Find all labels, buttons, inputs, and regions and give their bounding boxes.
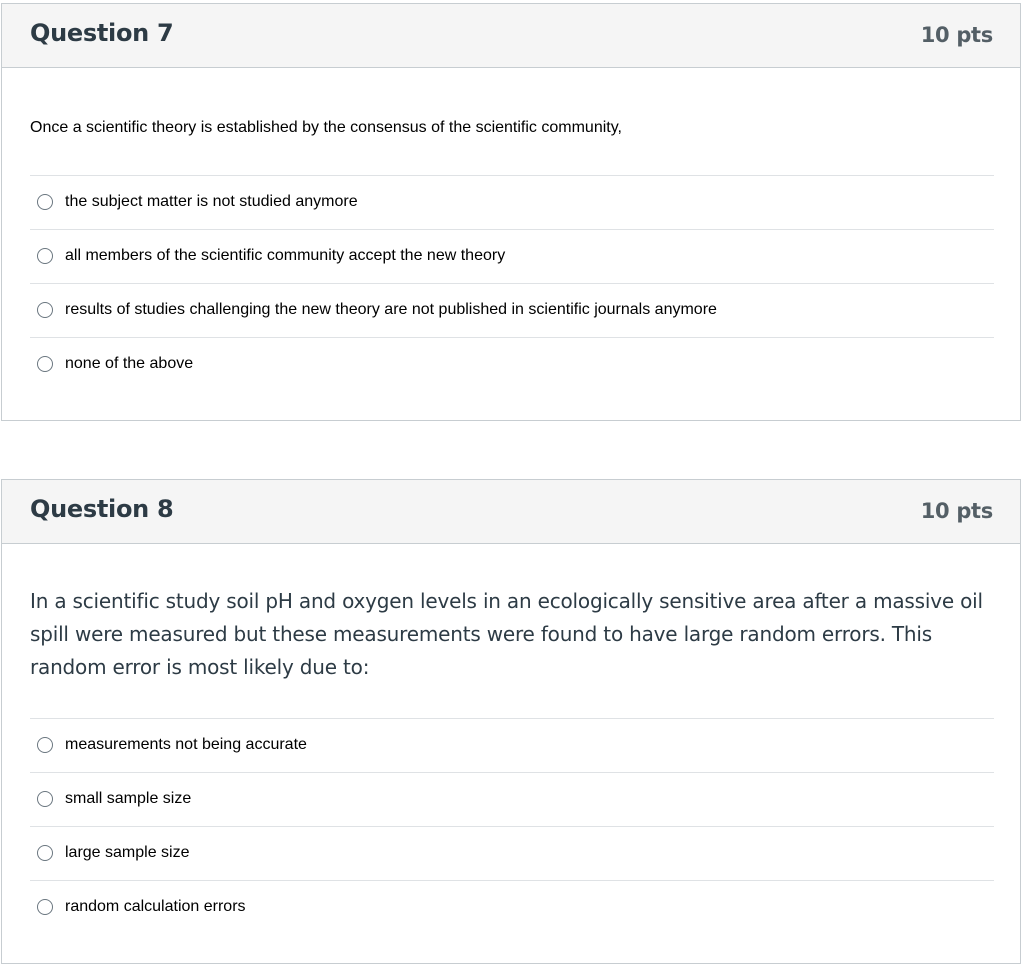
question-header bbox=[2, 480, 1020, 544]
radio-button[interactable] bbox=[37, 194, 53, 210]
radio-button[interactable] bbox=[37, 737, 53, 753]
answer-option[interactable] bbox=[30, 229, 994, 283]
radio-button[interactable] bbox=[37, 302, 53, 318]
radio-button[interactable] bbox=[37, 899, 53, 915]
answer-list bbox=[30, 718, 994, 934]
answer-list bbox=[30, 175, 994, 391]
answer-label[interactable]: the subject matter is not studied anymore bbox=[65, 193, 358, 210]
answer-option[interactable] bbox=[30, 337, 994, 391]
answer-option[interactable] bbox=[30, 283, 994, 337]
answer-label[interactable]: measurements not being accurate bbox=[65, 736, 307, 753]
answer-label[interactable]: large sample size bbox=[65, 844, 190, 861]
answer-label[interactable]: results of studies challenging the new theory are not published in scientific journals anymore bbox=[65, 301, 717, 318]
question-header bbox=[2, 4, 1020, 68]
question-7-card bbox=[1, 3, 1021, 421]
answer-option[interactable] bbox=[30, 718, 994, 772]
radio-button[interactable] bbox=[37, 845, 53, 861]
answer-option[interactable] bbox=[30, 826, 994, 880]
answer-label[interactable]: none of the above bbox=[65, 355, 194, 372]
question-points: 10 pts bbox=[920, 499, 993, 523]
answer-label[interactable]: random calculation errors bbox=[65, 898, 246, 915]
answer-option[interactable] bbox=[30, 880, 994, 934]
question-text: Once a scientific theory is established by the consensus of the scientific community, bbox=[30, 119, 622, 136]
radio-button[interactable] bbox=[37, 791, 53, 807]
question-title: Question 7 bbox=[30, 19, 174, 47]
question-text: In a scientific study soil pH and oxygen levels in an ecologically sensitive area after a massive oil spill were measured but these measurements were found to have large random errors. This random error is most likely due to: bbox=[30, 589, 983, 679]
answer-option[interactable] bbox=[30, 772, 994, 826]
answer-label[interactable]: small sample size bbox=[65, 790, 192, 807]
radio-button[interactable] bbox=[37, 248, 53, 264]
answer-label[interactable]: all members of the scientific community accept the new theory bbox=[65, 247, 506, 264]
question-title: Question 8 bbox=[30, 495, 174, 523]
question-8-card bbox=[1, 479, 1021, 964]
answer-option[interactable] bbox=[30, 175, 994, 229]
radio-button[interactable] bbox=[37, 356, 53, 372]
question-points: 10 pts bbox=[920, 23, 993, 47]
